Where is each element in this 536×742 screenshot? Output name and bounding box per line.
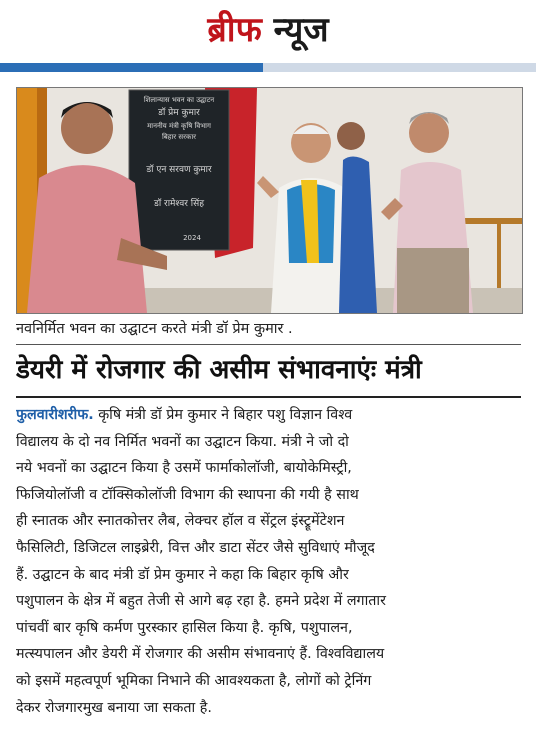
article-dateline: फुलवारीशरीफ. [16,407,94,423]
article-line: पशुपालन के क्षेत्र में बहुत तेजी से आगे बढ़ रहा है. हमने प्रदेश में लगातार [16,593,386,610]
article-line [16,402,521,429]
caption-divider [16,344,521,345]
plaque-line-7: 2024 [183,234,201,242]
article-line: नये भवनों का उद्घाटन किया है उसमें फार्माकोलॉजी, बायोकेमिस्ट्री, [16,460,352,477]
article-line: फिजियोलॉजी व टॉक्सिकोलॉजी विभाग की स्थापना की गयी है साथ [16,486,359,503]
article-line: देकर रोजगारमुख बनाया जा सकता है. [16,699,212,716]
plaque-line-4: बिहार सरकार [161,133,197,141]
header-bar-light [263,63,536,72]
article-line-text: कृषि मंत्री डॉ प्रेम कुमार ने बिहार पशु विज्ञान विश्व [93,407,353,423]
article-line: विद्यालय के दो नव निर्मित भवनों का उद्घाटन किया. मंत्री ने जो दो [16,433,349,450]
news-photo [16,87,523,314]
section-title-black: न्यूज [273,10,329,50]
article-line: ही स्नातक और स्नातकोत्तर लैब, लेक्चर हॉल व सेंट्रल इंस्ट्रूमेंटेशन [16,513,345,530]
plaque-line-6: डॉ रामेश्वर सिंह [154,199,204,209]
article-line: मत्स्यपालन और डेयरी में रोजगार की असीम संभावनाएं हैं. विश्वविद्यालय [16,646,385,663]
plaque-line-2: डॉ प्रेम कुमार [158,108,200,118]
section-header [0,0,536,62]
article-headline: डेयरी में रोजगार की असीम संभावनाएंः मंत्री [16,355,422,385]
plaque-line-1: शिलान्यास भवन का उद्घाटन [143,96,215,104]
article-line: को इसमें महत्वपूर्ण भूमिका निभाने की आवश्यकता है, लोगों को ट्रेनिंग [16,672,372,689]
plaque-line-5: डॉ एन सरवण कुमार [146,165,212,175]
section-title [207,10,328,50]
headline-divider [16,396,521,398]
section-title-red: ब्रीफ [207,10,262,50]
article-line: हैं. उद्घाटन के बाद मंत्री डॉ प्रेम कुमार ने कहा कि बिहार कृषि और [16,566,349,583]
photo-illustration [17,88,522,313]
plaque-line-3: माननीय मंत्री कृषि विभाग [147,122,211,130]
article-line: फैसिलिटी, डिजिटल लाइब्रेरी, वित्त और डाटा सेंटर जैसे सुविधाएं मौजूद [16,539,375,556]
article-body [16,402,521,721]
article-line: पांचवीं बार कृषि कर्मण पुरस्कार हासिल किया है. कृषि, पशुपालन, [16,619,353,636]
header-bar-blue [0,63,263,72]
photo-caption: नवनिर्मित भवन का उद्घाटन करते मंत्री डॉ प्रेम कुमार . [16,321,293,337]
